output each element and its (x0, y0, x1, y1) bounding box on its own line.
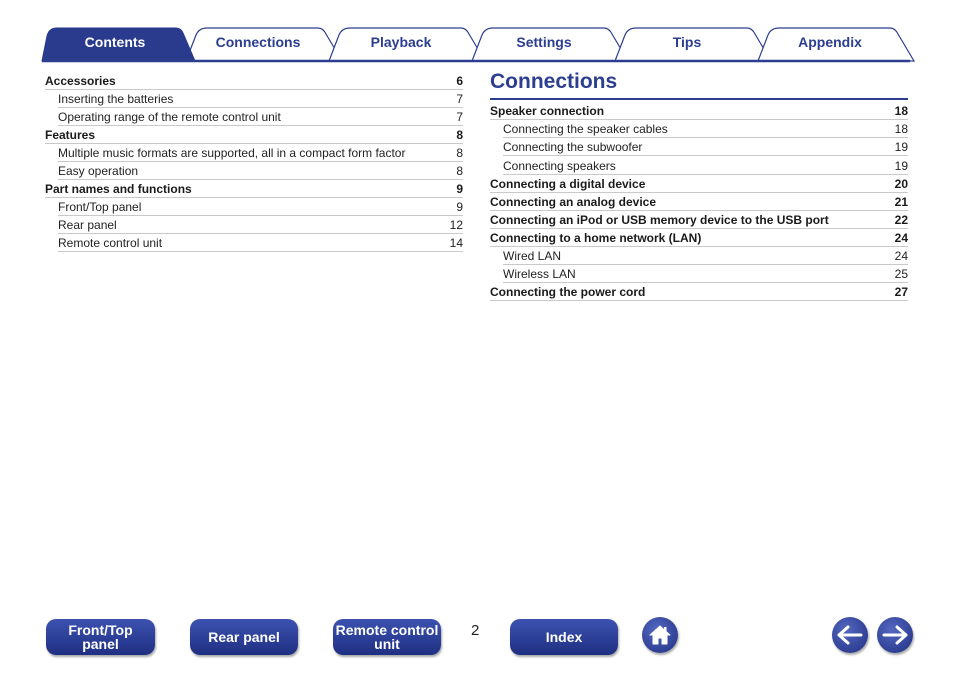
toc-heading[interactable] (490, 193, 908, 211)
tab-contents[interactable]: Contents (84, 34, 146, 50)
toc-item[interactable] (503, 247, 908, 265)
toc-label: Inserting the batteries (58, 91, 174, 106)
toc-page: 24 (894, 230, 908, 245)
toc-item[interactable] (58, 108, 463, 126)
toc-page: 9 (456, 199, 463, 214)
toc-label: Connecting the power cord (490, 284, 646, 299)
page-number: 2 (471, 622, 480, 639)
toc-page: 8 (456, 145, 463, 160)
toc-label: Connecting to a home network (LAN) (490, 230, 702, 245)
previous-page-button[interactable] (832, 617, 868, 653)
toc-item[interactable] (503, 120, 908, 138)
toc-heading[interactable] (45, 180, 463, 198)
toc-page: 8 (456, 163, 463, 178)
toc-label: Connecting an iPod or USB memory device to the USB port (490, 212, 829, 227)
home-icon (648, 624, 672, 646)
toc-page: 25 (894, 266, 908, 281)
toc-page: 24 (894, 248, 908, 263)
toc-page: 27 (894, 284, 908, 299)
toc-page: 9 (456, 181, 463, 196)
toc-item[interactable] (503, 265, 908, 283)
toc-heading[interactable] (490, 211, 908, 229)
next-page-button[interactable] (877, 617, 913, 653)
toc-label: Features (45, 127, 96, 142)
toc-page: 14 (449, 235, 463, 250)
toc-label: Connecting speakers (503, 158, 616, 173)
toc-item[interactable] (503, 157, 908, 175)
section-divider (490, 98, 908, 100)
toc-item[interactable] (58, 234, 463, 252)
index-button[interactable] (510, 619, 618, 655)
toc-item[interactable] (58, 198, 463, 216)
button-label: Rear panel (208, 629, 280, 645)
toc-heading[interactable] (490, 283, 908, 301)
toc-label: Connecting an analog device (490, 194, 657, 209)
tab-settings[interactable]: Settings (516, 34, 572, 50)
toc-label: Connecting the subwoofer (503, 139, 643, 154)
button-label-line1: Remote control (335, 622, 439, 638)
rear-panel-button[interactable] (190, 619, 298, 655)
toc-page: 22 (894, 212, 908, 227)
toc-page: 21 (894, 194, 908, 209)
section-title: Connections (490, 70, 618, 93)
toc-label: Easy operation (58, 163, 139, 178)
toc-item[interactable] (503, 138, 908, 156)
toc-label: Wireless LAN (503, 266, 576, 281)
toc-page: 18 (894, 121, 908, 136)
toc-label: Part names and functions (45, 181, 192, 196)
toc-page: 8 (456, 127, 463, 142)
toc-label: Multiple music formats are supported, all in a compact form factor (58, 145, 406, 160)
tab-playback[interactable]: Playback (370, 34, 432, 50)
toc-item[interactable] (58, 144, 463, 162)
toc-page: 18 (894, 103, 908, 118)
toc-item[interactable] (58, 162, 463, 180)
toc-item[interactable] (58, 90, 463, 108)
toc-page: 12 (449, 217, 463, 232)
toc-heading[interactable] (490, 102, 908, 120)
tab-connections[interactable]: Connections (215, 34, 301, 50)
arrow-right-icon (882, 625, 908, 645)
toc-heading[interactable] (490, 229, 908, 247)
toc-label: Connecting the speaker cables (503, 121, 668, 136)
toc-label: Front/Top panel (58, 199, 142, 214)
toc-label: Rear panel (58, 217, 117, 232)
button-label: Index (545, 629, 583, 645)
tab-appendix[interactable]: Appendix (798, 34, 862, 50)
toc-page: 20 (894, 176, 908, 191)
arrow-left-icon (837, 625, 863, 645)
toc-heading[interactable] (45, 72, 463, 90)
toc-label: Operating range of the remote control unit (58, 109, 281, 124)
toc-label: Accessories (45, 73, 116, 88)
toc-page: 7 (456, 109, 463, 124)
home-button[interactable] (642, 617, 678, 653)
toc-page: 19 (894, 158, 908, 173)
button-label-line2: panel (82, 636, 119, 652)
toc-label: Remote control unit (58, 235, 163, 250)
toc-label: Speaker connection (490, 103, 605, 118)
tab-bar (0, 0, 954, 64)
button-label-line1: Front/Top (68, 622, 133, 638)
front-top-panel-button[interactable] (46, 619, 155, 655)
toc-heading[interactable] (45, 126, 463, 144)
tab-shapes (0, 0, 954, 64)
toc-page: 19 (894, 139, 908, 154)
tab-tips[interactable]: Tips (672, 34, 702, 50)
toc-heading[interactable] (490, 175, 908, 193)
remote-control-unit-button[interactable] (333, 619, 441, 655)
toc-item[interactable] (58, 216, 463, 234)
toc-label: Connecting a digital device (490, 176, 646, 191)
toc-page: 6 (456, 73, 463, 88)
button-label-line2: unit (374, 636, 400, 652)
toc-label: Wired LAN (503, 248, 562, 263)
toc-page: 7 (456, 91, 463, 106)
